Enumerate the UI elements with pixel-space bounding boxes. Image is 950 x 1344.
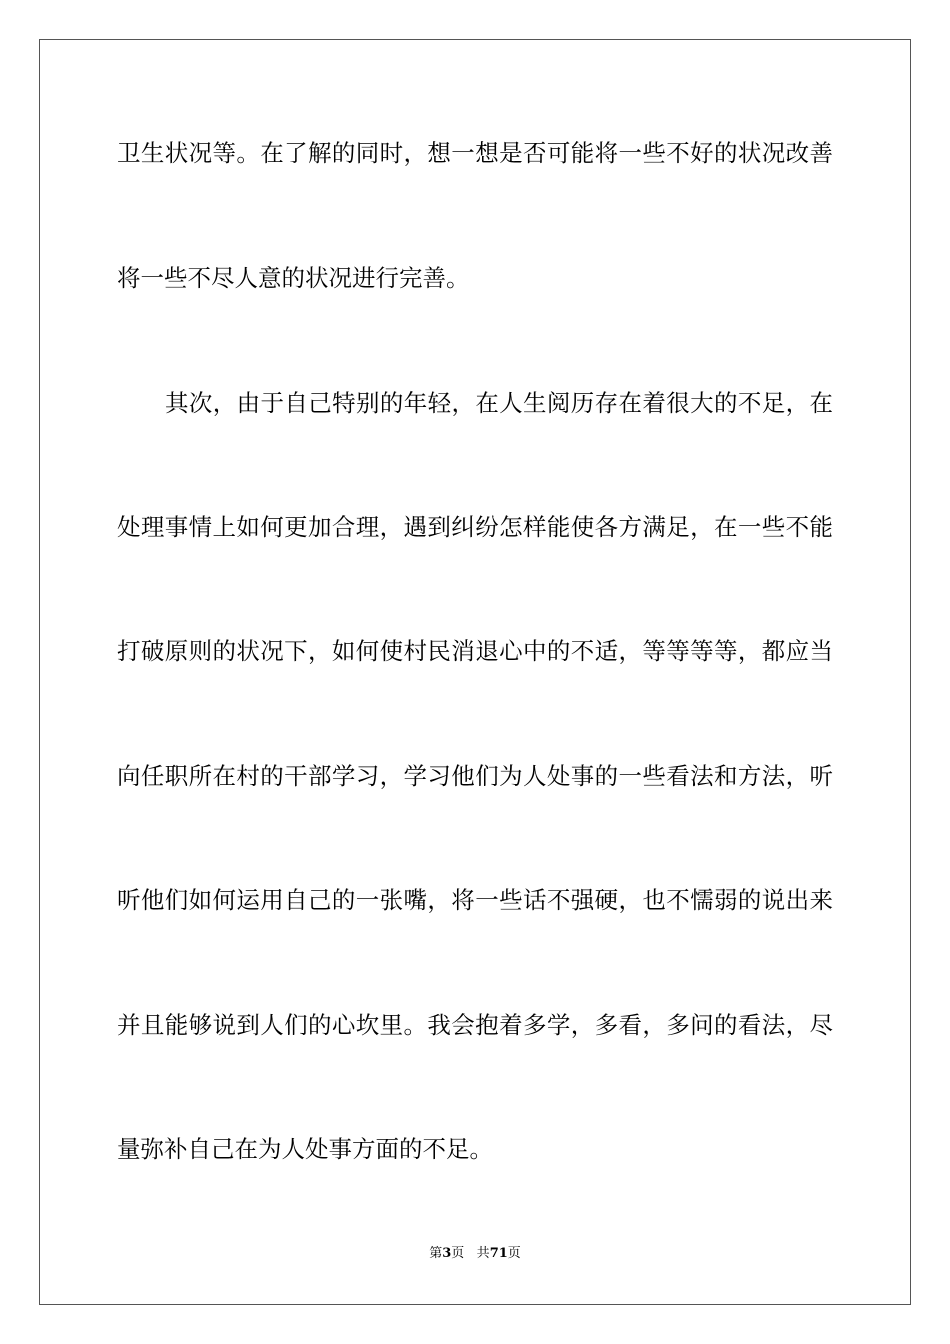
body-text-line-6: 向任职所在村的干部学习，学习他们为人处事的一些看法和方法，听 — [117, 762, 833, 790]
body-text-line-8: 并且能够说到人们的心坎里。我会抱着多学，多看，多问的看法，尽 — [117, 1011, 833, 1039]
page-border — [39, 39, 911, 1305]
page-suffix: 页 — [451, 1246, 465, 1261]
body-text-line-5: 打破原则的状况下，如何使村民消退心中的不适，等等等等，都应当 — [117, 637, 833, 665]
body-text-line-3: 其次，由于自己特别的年轻，在人生阅历存在着很大的不足，在 — [165, 389, 833, 417]
body-text-line-7: 听他们如何运用自己的一张嘴，将一些话不强硬，也不懦弱的说出来 — [117, 886, 833, 914]
page-number: 3 — [442, 1246, 452, 1261]
body-text-line-2: 将一些不尽人意的状况进行完善。 — [117, 264, 470, 292]
body-text-line-9: 量弥补自己在为人处事方面的不足。 — [117, 1135, 493, 1163]
total-suffix: 页 — [507, 1246, 521, 1261]
body-text-line-1: 卫生状况等。在了解的同时，想一想是否可能将一些不好的状况改善 — [117, 139, 833, 167]
total-pages: 71 — [489, 1246, 508, 1261]
page-footer — [0, 1245, 950, 1263]
body-text-line-4: 处理事情上如何更加合理，遇到纠纷怎样能使各方满足，在一些不能 — [117, 513, 833, 541]
total-prefix: 共 — [476, 1246, 490, 1261]
page-prefix: 第 — [429, 1246, 443, 1261]
